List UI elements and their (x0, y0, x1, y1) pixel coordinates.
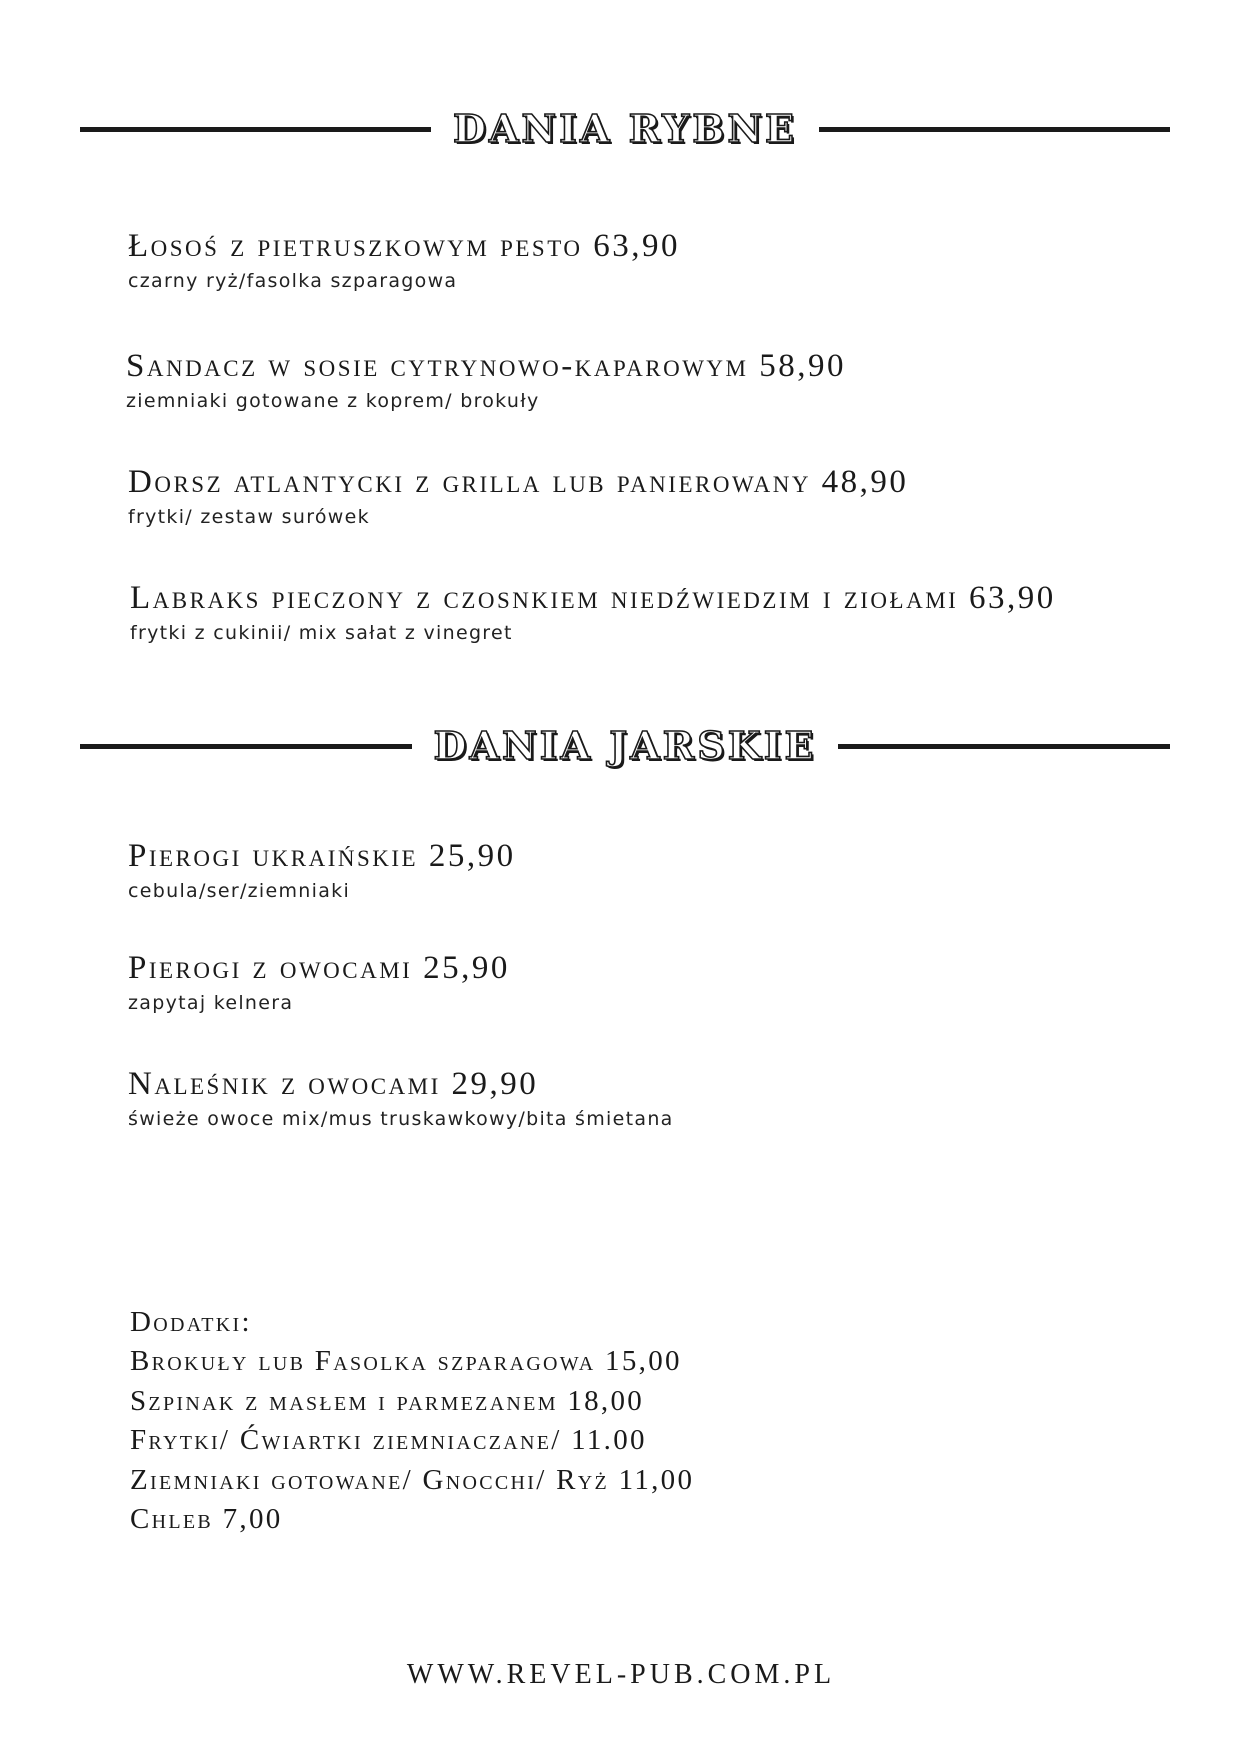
extras-item: Frytki/ Ćwiartki ziemniaczane/ 11.00 (130, 1424, 647, 1457)
extras-title: Dodatki: (130, 1306, 252, 1338)
dish-name: Pierogi ukraińskie 25,90 (128, 838, 516, 874)
dish-description: cebula/ser/ziemniaki (128, 880, 351, 902)
menu-item (128, 948, 1188, 1016)
dish-description: frytki z cukinii/ mix sałat z vinegret (130, 622, 513, 644)
dish-description: czarny ryż/fasolka szparagowa (128, 270, 458, 292)
dish-description: zapytaj kelnera (128, 992, 294, 1014)
section-title: DANIA JARSKIE (433, 723, 817, 768)
divider-line-right (819, 127, 1170, 132)
divider-line-left (80, 127, 431, 132)
dish-name: Naleśnik z owocami 29,90 (128, 1066, 539, 1102)
section-header-dania-jarskie (80, 721, 1170, 771)
dish-description: ziemniaki gotowane z koprem/ brokuły (126, 390, 540, 412)
dish-name: Dorsz atlantycki z grilla lub panierowany 48,90 (128, 464, 909, 500)
dish-name: Sandacz w sosie cytrynowo-kaparowym 58,90 (126, 348, 846, 384)
menu-item (126, 346, 1186, 414)
extras-list (130, 1303, 1130, 1539)
menu-item (128, 1064, 1188, 1132)
dish-name: Pierogi z owocami 25,90 (128, 950, 510, 986)
dish-name: Labraks pieczony z czosnkiem niedźwiedzim i ziołami 63,90 (130, 580, 1056, 616)
extras-item: Szpinak z masłem i parmezanem 18,00 (130, 1384, 645, 1417)
footer-website: WWW.REVEL-PUB.COM.PL (406, 1659, 836, 1690)
dish-description: świeże owoce mix/mus truskawkowy/bita śmietana (128, 1108, 674, 1130)
dish-name: Łosoś z pietruszkowym pesto 63,90 (128, 228, 680, 264)
section-title: DANIA RYBNE (453, 106, 798, 151)
divider-line-left (80, 744, 412, 749)
divider-line-right (838, 744, 1170, 749)
extras-item: Brokuły lub Fasolka szparagowa 15,00 (130, 1345, 682, 1378)
menu-item (130, 578, 1190, 646)
dish-description: frytki/ zestaw surówek (128, 506, 370, 528)
menu-item (128, 462, 1188, 530)
section-header-dania-rybne (80, 104, 1170, 154)
menu-item (128, 836, 1188, 904)
menu-item (128, 226, 1188, 294)
extras-item: Chleb 7,00 (130, 1503, 283, 1536)
extras-item: Ziemniaki gotowane/ Gnocchi/ Ryż 11,00 (130, 1463, 695, 1496)
